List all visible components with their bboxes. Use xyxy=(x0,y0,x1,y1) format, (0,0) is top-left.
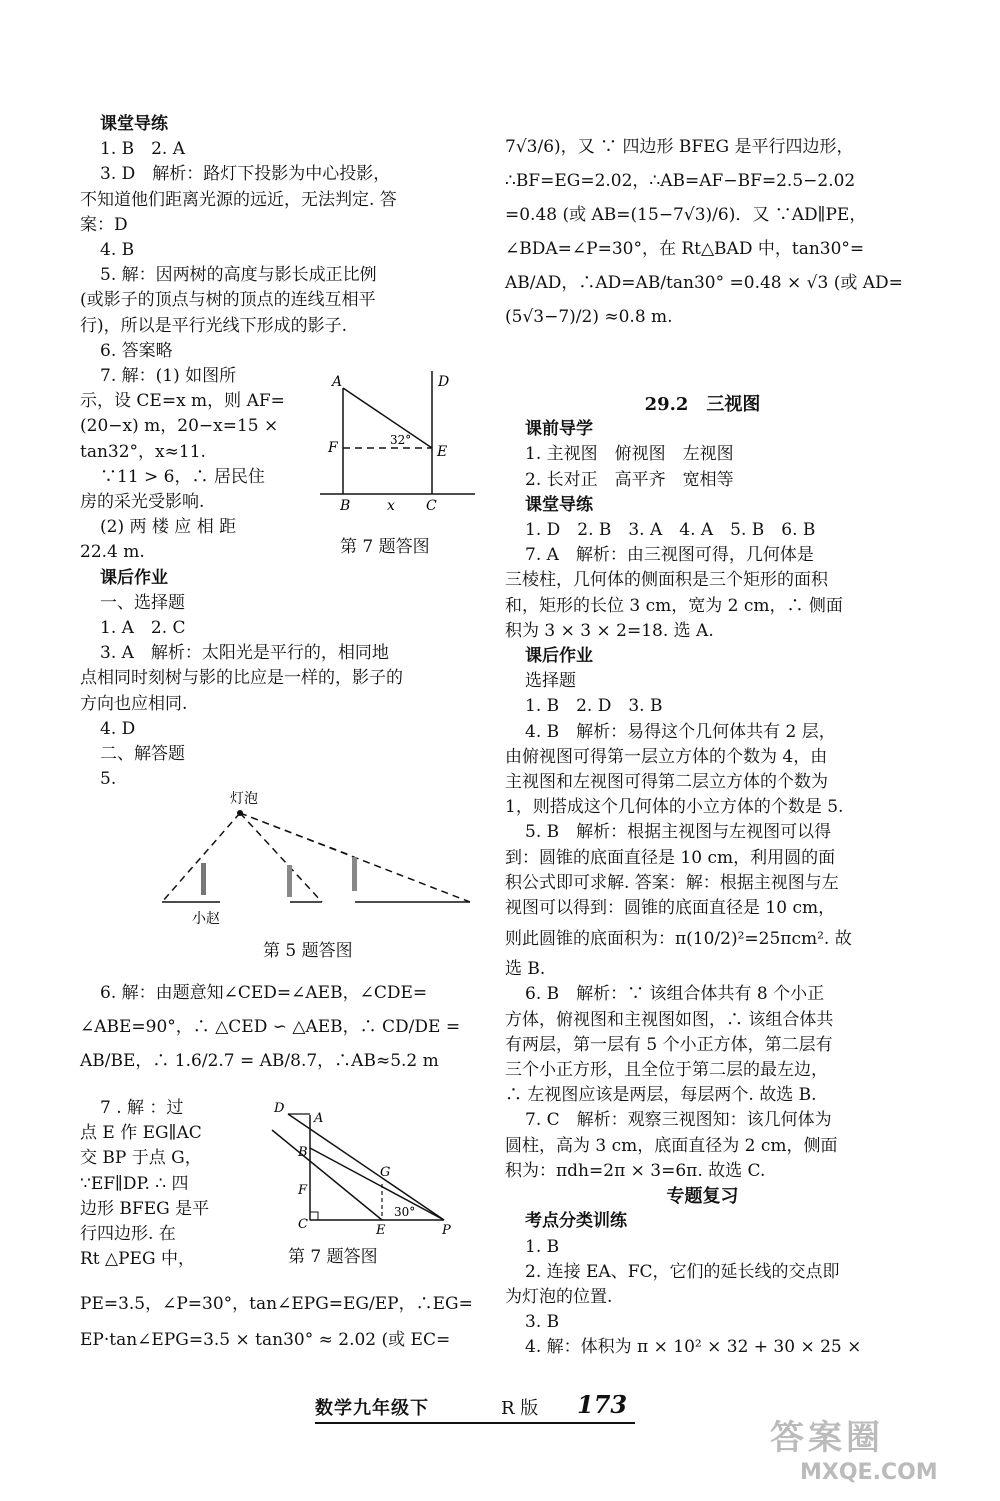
right-column xyxy=(505,392,900,1361)
text-line: ∵EF∥DP. ∴ 四 xyxy=(80,1173,189,1194)
text-line: 1，则搭成这个几何体的小立方体的个数是 5. xyxy=(505,797,844,818)
page-footer xyxy=(315,1386,655,1426)
text-line: 则此圆锥的底面积为：π(10/2)²=25πcm². 故 xyxy=(505,929,852,950)
text-line: 示，设 CE=x m，则 AF= xyxy=(80,391,285,412)
text-line: 1. B xyxy=(525,1236,560,1257)
text-line: 6. 答案略 xyxy=(100,340,173,361)
label-angle-30: 30° xyxy=(394,1205,416,1219)
person-label: 小赵 xyxy=(192,911,220,927)
section-title: 29.2 三视图 xyxy=(644,394,761,415)
text-line: 边形 BFEG 是平 xyxy=(80,1198,210,1219)
text-line: (5√3−7)/2) ≈0.8 m. xyxy=(505,307,673,327)
text-line: 选 B. xyxy=(505,959,546,980)
left-q6 xyxy=(80,976,470,1078)
label-b: B xyxy=(340,498,351,514)
text-line: ∠BDA=∠P=30°，在 Rt△BAD 中，tan30°= xyxy=(505,239,865,259)
section-title: 专题复习 xyxy=(666,1186,739,1208)
text-line: ∴ 左视图应该是两层，每层两个. 故选 B. xyxy=(505,1085,817,1106)
text-line: 有两层，第一层有 5 个小正方体，第二层有 xyxy=(505,1034,833,1055)
person-xiaozhao-icon xyxy=(201,863,206,895)
fig7-caption: 第 7 题答图 xyxy=(340,537,430,557)
text-line: 5. B 解析：根据主视图与左视图可以得 xyxy=(525,822,832,843)
label-c: C xyxy=(298,1217,308,1232)
person-icon xyxy=(287,865,292,897)
text-line: ∵11 > 6，∴ 居民住 xyxy=(100,466,265,487)
label-e: E xyxy=(376,1223,386,1235)
heading-kehou: 课后作业 xyxy=(525,646,593,667)
text-line: 视图可以得到：圆锥的底面直径是 10 cm， xyxy=(505,898,836,919)
text-line: 4. 解：体积为 π × 10² × 32 + 30 × 25 × xyxy=(525,1337,862,1358)
footer-rule xyxy=(315,1422,635,1424)
left-q7 xyxy=(80,1096,250,1272)
text-line: 不知道他们距离光源的远近，无法判定. 答 xyxy=(80,189,397,210)
label-b: B xyxy=(298,1145,308,1160)
text-line: 方向也应相同. xyxy=(80,693,188,714)
text-line: 7. A 解析：由三视图可得，几何体是 xyxy=(525,545,814,566)
text-line: 房的采光受影响. xyxy=(80,492,205,513)
left-q7-cont xyxy=(80,1286,473,1358)
text-line: 22.4 m. xyxy=(80,542,145,563)
figure-q7-buildings xyxy=(310,368,480,518)
book-title: 数学九年级下 xyxy=(315,1398,429,1419)
text-line: 7 . 解 ：过 xyxy=(100,1098,184,1118)
text-line: PE=3.5，∠P=30°，tan∠EPG=EG/EP，∴EG= xyxy=(80,1294,473,1314)
text-line: 方体，俯视图和主视图如图，∴ 该组合体共 xyxy=(505,1009,834,1030)
page-number: 173 xyxy=(577,1390,628,1419)
label-d: D xyxy=(274,1101,285,1116)
label-e: E xyxy=(437,444,448,460)
text-line: 积公式即可求解. 答案：解：根据主视图与左 xyxy=(505,872,839,893)
label-d: D xyxy=(438,374,450,390)
text-line: 7. C 解析：观察三视图知：该几何体为 xyxy=(525,1110,832,1131)
text-line: AB/AD，∴AD=AB/tan30° =0.48 × √3 (或 AD= xyxy=(505,273,903,293)
text-line: 到：圆锥的底面直径是 10 cm，利用圆的面 xyxy=(505,847,836,868)
text-line: 7. 解：(1) 如图所 xyxy=(100,366,237,387)
label-p: P xyxy=(442,1223,451,1235)
heading-kegian: 课前导学 xyxy=(525,419,593,440)
text-line: =0.48 (或 AB=(15−7√3)/6)．又 ∵AD∥PE， xyxy=(505,205,867,225)
text-line: EP·tan∠EPG=3.5 × tan30° ≈ 2.02 (或 EC= xyxy=(80,1330,451,1350)
fig5-caption: 第 5 题答图 xyxy=(263,941,353,961)
text-line: 4. D xyxy=(100,718,136,739)
label-a: A xyxy=(332,374,343,390)
text-line: 行四边形. 在 xyxy=(80,1224,176,1245)
text-line: 为灯泡的位置. xyxy=(505,1286,613,1307)
text-line: 4. B xyxy=(100,240,135,261)
text-line: 1. D 2. B 3. A 4. A 5. B 6. B xyxy=(525,520,816,541)
heading-ketang: 课堂导练 xyxy=(525,494,593,515)
text-line: Rt △PEG 中， xyxy=(80,1249,195,1270)
text-line: 积为：πdh=2π × 3=6π. 故选 C. xyxy=(505,1160,766,1181)
label-angle-32: 32° xyxy=(390,433,412,447)
text-line: tan32°，x≈11. xyxy=(80,441,206,462)
text-line: ∴BF=EG=2.02，∴AB=AF−BF=2.5−2.02 xyxy=(505,171,856,191)
heading-ketang: 课堂导练 xyxy=(100,114,168,134)
figure-q5-lamp xyxy=(150,785,480,930)
label-a: A xyxy=(314,1111,324,1126)
text-line: 5. xyxy=(100,769,117,790)
watermark-logo: 答案圈 xyxy=(770,1418,884,1458)
text-line: 1. 主视图 俯视图 左视图 xyxy=(525,444,734,465)
text-line: 三个小正方形，且全位于第二层的最左边， xyxy=(505,1060,828,1081)
text-line: 3. B xyxy=(525,1312,560,1333)
text-line: 6. 解：由题意知∠CED=∠AEB，∠CDE= xyxy=(100,983,428,1003)
text-line: 1. A 2. C xyxy=(100,618,186,639)
right-top xyxy=(505,130,903,334)
label-c: C xyxy=(426,498,437,514)
text-line: (2) 两 楼 应 相 距 xyxy=(100,517,237,538)
text-line: 点相同时刻树与影的比应是一样的，影子的 xyxy=(80,668,403,689)
fig7b-caption: 第 7 题答图 xyxy=(288,1247,378,1267)
text-line: 主视图和左视图可得第二层立方体的个数为 xyxy=(505,772,828,793)
text-line: 行)，所以是平行光线下形成的影子. xyxy=(80,315,348,336)
text-line: 和，矩形的长位 3 cm，宽为 2 cm，∴ 侧面 xyxy=(505,595,843,616)
text-line: 5. 解：因两树的高度与影长成正比例 xyxy=(100,265,377,286)
text-line: 积为 3 × 3 × 2=18. 选 A. xyxy=(505,620,714,641)
figure-q7-parallel xyxy=(262,1100,472,1235)
text-line: 6. B 解析：∵ 该组合体共有 8 个小正 xyxy=(525,984,825,1005)
text-line: 选择题 xyxy=(525,671,576,692)
watermark-url: MXQE.COM xyxy=(800,1460,938,1485)
text-line: 1. B 2. A xyxy=(100,139,186,160)
text-line: ∠ABE=90°，∴ △CED ∽ △AEB，∴ CD/DE = xyxy=(80,1017,461,1037)
label-x: x xyxy=(387,498,395,514)
heading-kaodian: 考点分类训练 xyxy=(525,1211,627,1232)
text-line: 点 E 作 EG∥AC xyxy=(80,1123,202,1144)
text-line: AB/BE，∴ 1.6/2.7 = AB/8.7，∴AB≈5.2 m xyxy=(80,1051,439,1071)
text-line: 7√3/6)，又 ∵ 四边形 BFEG 是平行四边形， xyxy=(505,137,854,157)
text-line: 1. B 2. D 3. B xyxy=(525,696,663,717)
label-f: F xyxy=(328,440,338,456)
text-line: 2. 长对正 高平齐 宽相等 xyxy=(525,469,734,490)
label-g: G xyxy=(380,1165,391,1180)
text-line: (或影子的顶点与树的顶点的连线互相平 xyxy=(80,290,376,311)
text-line: 二、解答题 xyxy=(100,744,185,765)
text-line: 三棱柱，几何体的侧面积是三个矩形的面积 xyxy=(505,570,828,591)
heading-kehou: 课后作业 xyxy=(100,567,168,588)
text-line: 交 BP 于点 G， xyxy=(80,1148,202,1169)
light-ray xyxy=(343,388,432,448)
text-line: 由俯视图可得第一层立方体的个数为 4，由 xyxy=(505,746,828,767)
person-icon xyxy=(352,857,357,891)
text-line: 案：D xyxy=(80,214,128,235)
text-line: 一、选择题 xyxy=(100,592,185,613)
text-line: 3. A 解析：太阳光是平行的，相同地 xyxy=(100,643,389,664)
text-line: 4. B 解析：易得这个几何体共有 2 层， xyxy=(525,721,836,742)
label-f: F xyxy=(298,1183,308,1198)
text-line: 2. 连接 EA、FC，它们的延长线的交点即 xyxy=(525,1261,840,1282)
text-line: 圆柱，高为 3 cm，底面直径为 2 cm，侧面 xyxy=(505,1135,838,1156)
text-line: (20−x) m，20−x=15 × xyxy=(80,416,279,437)
edition-label: R 版 xyxy=(501,1398,539,1419)
bulb-label: 灯泡 xyxy=(230,791,258,807)
text-line: 3. D 解析：路灯下投影为中心投影， xyxy=(100,164,391,185)
